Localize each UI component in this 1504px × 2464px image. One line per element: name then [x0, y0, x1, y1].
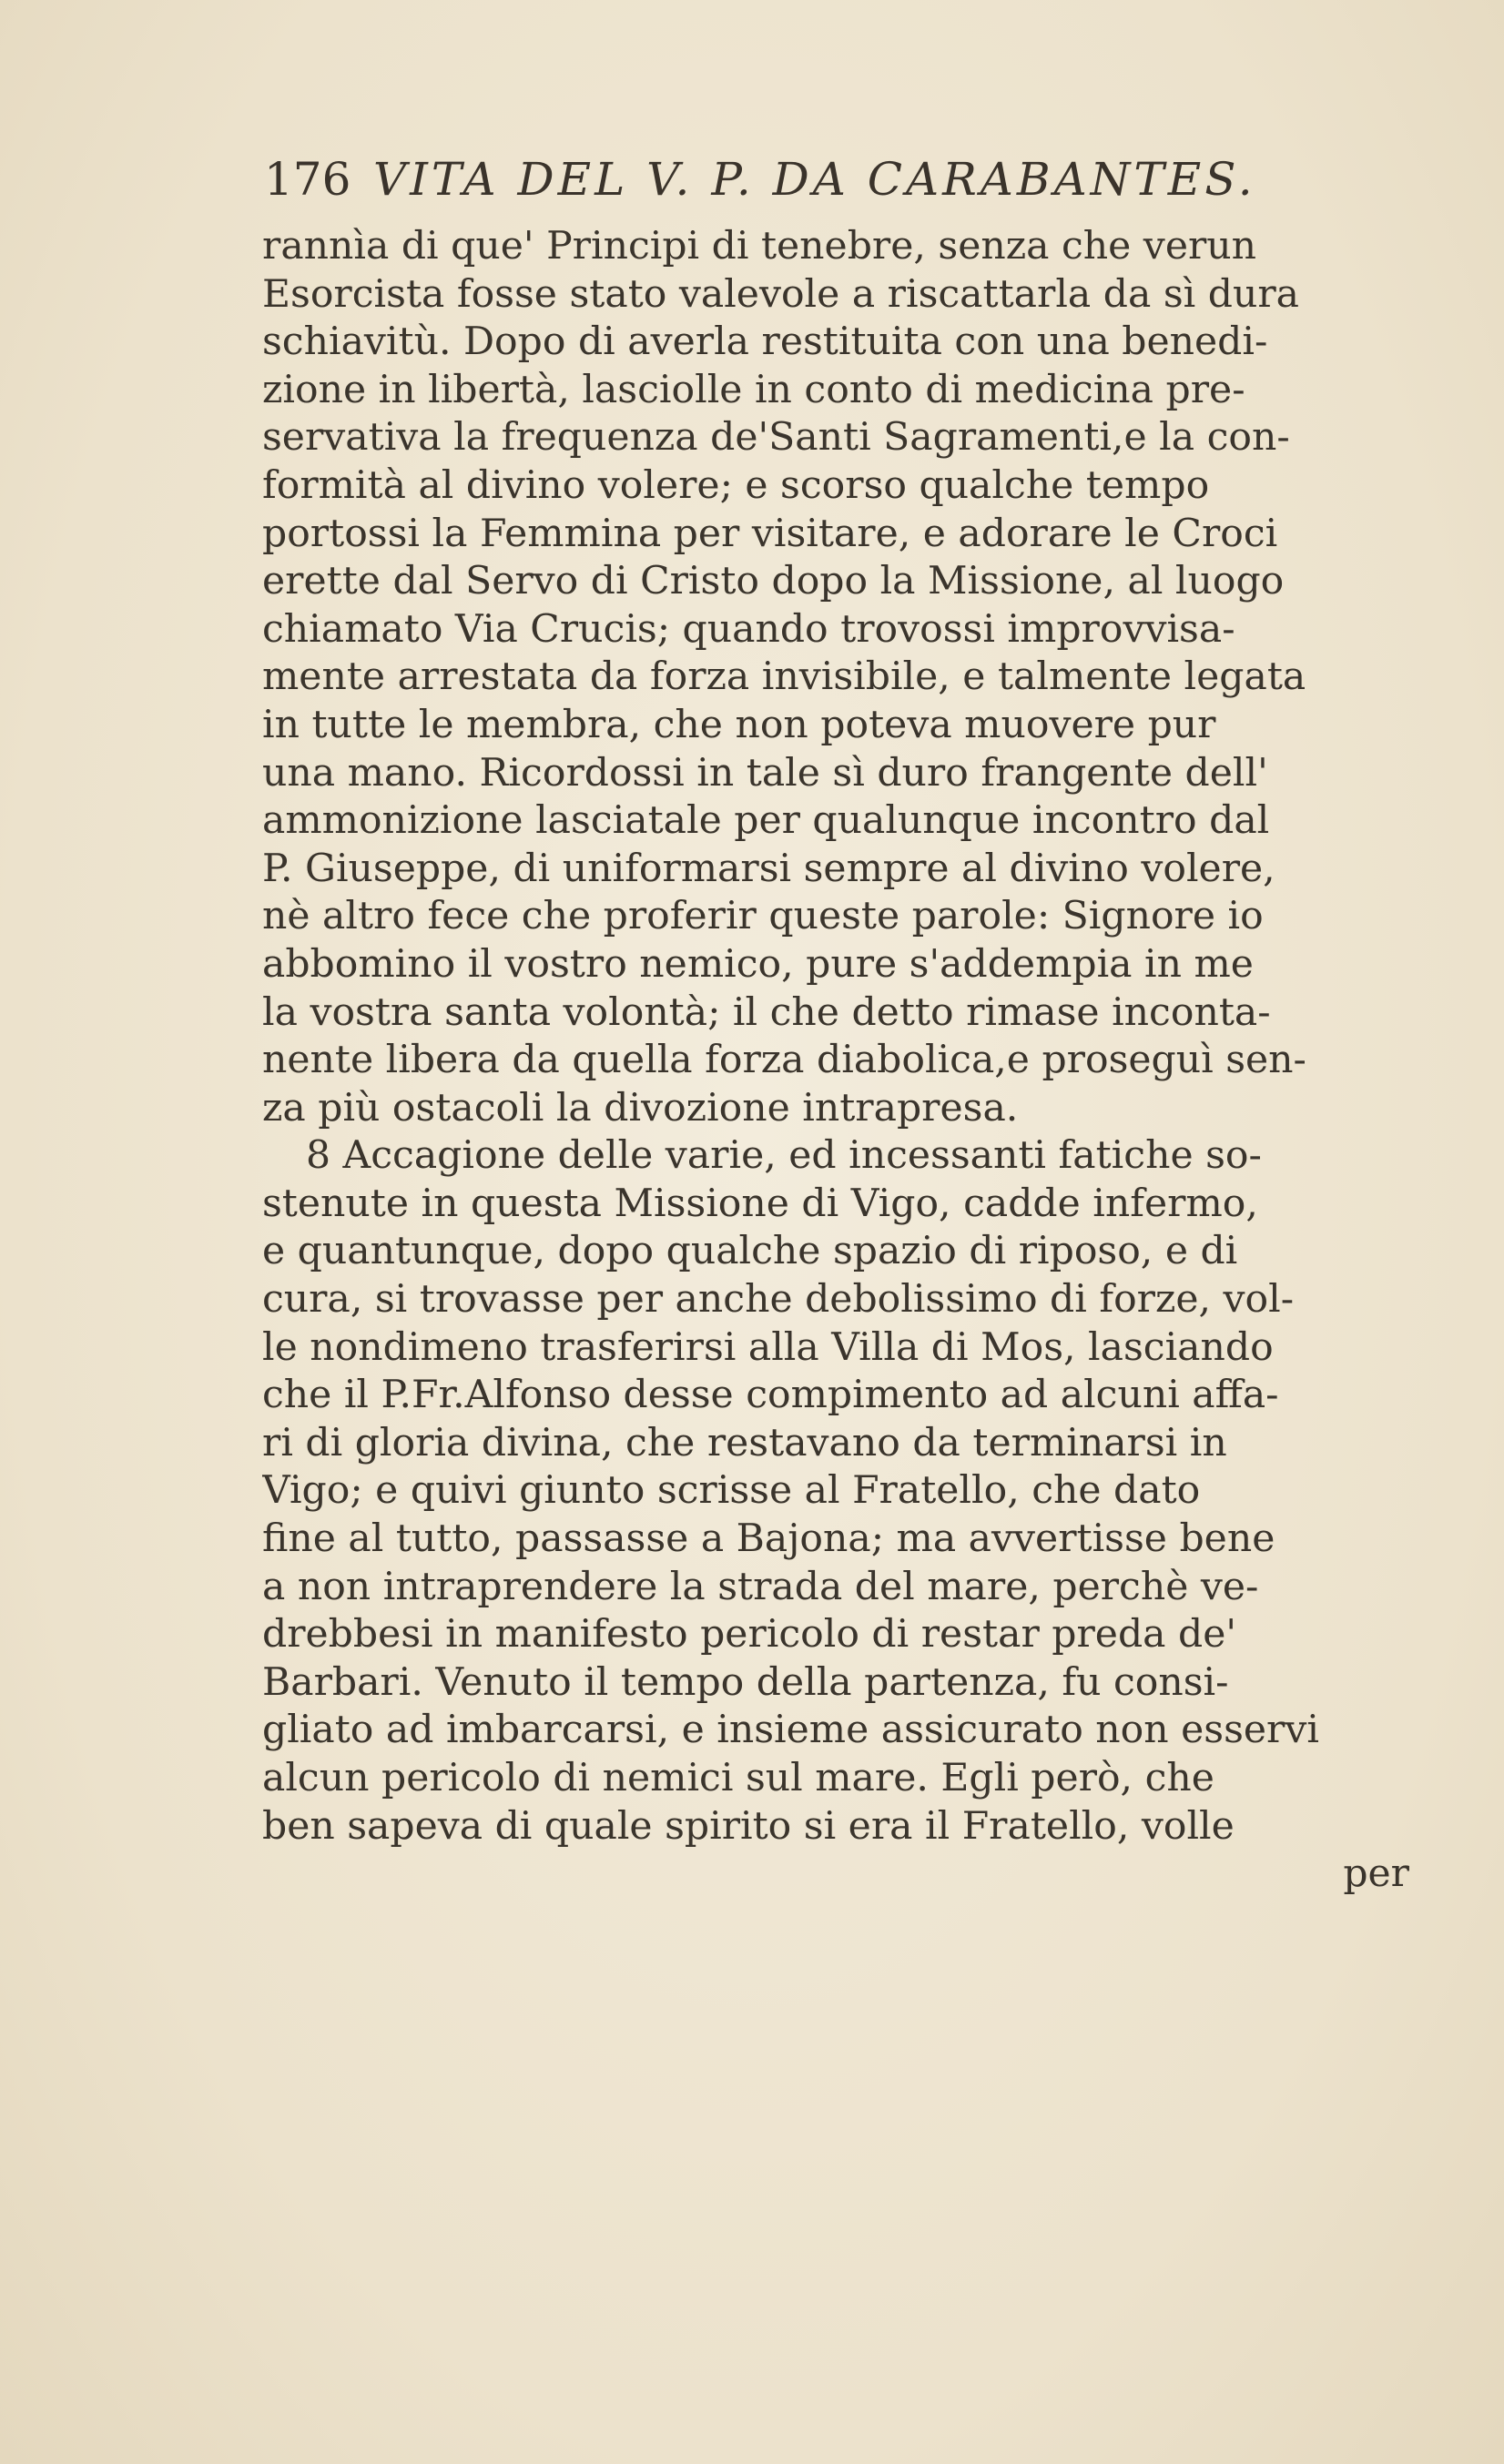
- text-line: ben sapeva di quale spirito si era il Fratello, volle: [262, 1803, 1235, 1849]
- text-line: za più ostacoli la divozione intrapresa.: [262, 1085, 1019, 1131]
- text-line: ammonizione lasciatale per qualunque incontro dal: [262, 798, 1270, 844]
- text-line: in tutte le membra, che non poteva muovere pur: [262, 702, 1216, 747]
- text-line: le nondimeno trasferirsi alla Villa di Mos, lasciando: [262, 1324, 1274, 1370]
- text-line: una mano. Ricordossi in tale sì duro frangente dell': [262, 750, 1268, 796]
- body-text: [262, 223, 1491, 1899]
- text-line: a non intraprendere la strada del mare, perchè ve-: [262, 1564, 1259, 1609]
- text-line: mente arrestata da forza invisibile, e talmente legata: [262, 654, 1306, 700]
- text-line: P. Giuseppe, di uniformarsi sempre al divino volere,: [262, 846, 1275, 891]
- text-line: servativa la frequenza de'Santi Sagramenti,e la con-: [262, 415, 1290, 461]
- text-line: e quantunque, dopo qualche spazio di riposo, e di: [262, 1229, 1238, 1274]
- text-line: cura, si trovasse per anche debolissimo di forze, vol-: [262, 1277, 1295, 1323]
- running-title: VITA DEL V. P. DA CARABANTES.: [373, 153, 1256, 206]
- text-line: drebbesi in manifesto pericolo di restar preda de': [262, 1612, 1237, 1658]
- text-line: portossi la Femmina per visitare, e adorare le Croci: [262, 511, 1278, 556]
- running-head: [264, 153, 1484, 217]
- text-line: erette dal Servo di Cristo dopo la Missione, al luogo: [262, 559, 1285, 604]
- text-line: Esorcista fosse stato valevole a riscattarla da sì dura: [262, 271, 1299, 317]
- text-line: abbomino il vostro nemico, pure s'addempia in me: [262, 941, 1254, 987]
- page-number: 176: [264, 153, 351, 206]
- text-line: fine al tutto, passasse a Bajona; ma avvertisse bene: [262, 1516, 1275, 1562]
- catchword: per: [1343, 1851, 1409, 1897]
- text-line: che il P.Fr.Alfonso desse compimento ad alcuni affa-: [262, 1373, 1279, 1418]
- text-line: schiavitù. Dopo di averla restituita con una benedi-: [262, 319, 1268, 365]
- text-line: Barbari. Venuto il tempo della partenza, fu consi-: [262, 1659, 1229, 1705]
- text-line: rannìa di que' Principi di tenebre, senza che verun: [262, 224, 1257, 269]
- text-line: formità al divino volere; e scorso qualche tempo: [262, 462, 1210, 508]
- text-line: ri di gloria divina, che restavano da terminarsi in: [262, 1420, 1227, 1465]
- text-line: alcun pericolo di nemici sul mare. Egli però, che: [262, 1756, 1214, 1800]
- text-line: zione in libertà, lasciolle in conto di medicina pre-: [262, 367, 1245, 412]
- text-line: nente libera da quella forza diabolica,e proseguì sen-: [262, 1038, 1306, 1083]
- text-line: la vostra santa volontà; il che detto rimase inconta-: [262, 989, 1271, 1035]
- text-line: gliato ad imbarcarsi, e insieme assicurato non esservi: [262, 1708, 1319, 1753]
- text-line: stenute in questa Missione di Vigo, cadde infermo,: [262, 1181, 1258, 1226]
- text-line: chiamato Via Crucis; quando trovossi improvvisa-: [262, 606, 1235, 652]
- text-line: Vigo; e quivi giunto scrisse al Fratello, che dato: [262, 1468, 1201, 1514]
- text-line: nè altro fece che proferir queste parole: Signore io: [262, 894, 1264, 939]
- paragraph-start-line: 8 Accagione delle varie, ed incessanti fatiche so-: [306, 1133, 1262, 1179]
